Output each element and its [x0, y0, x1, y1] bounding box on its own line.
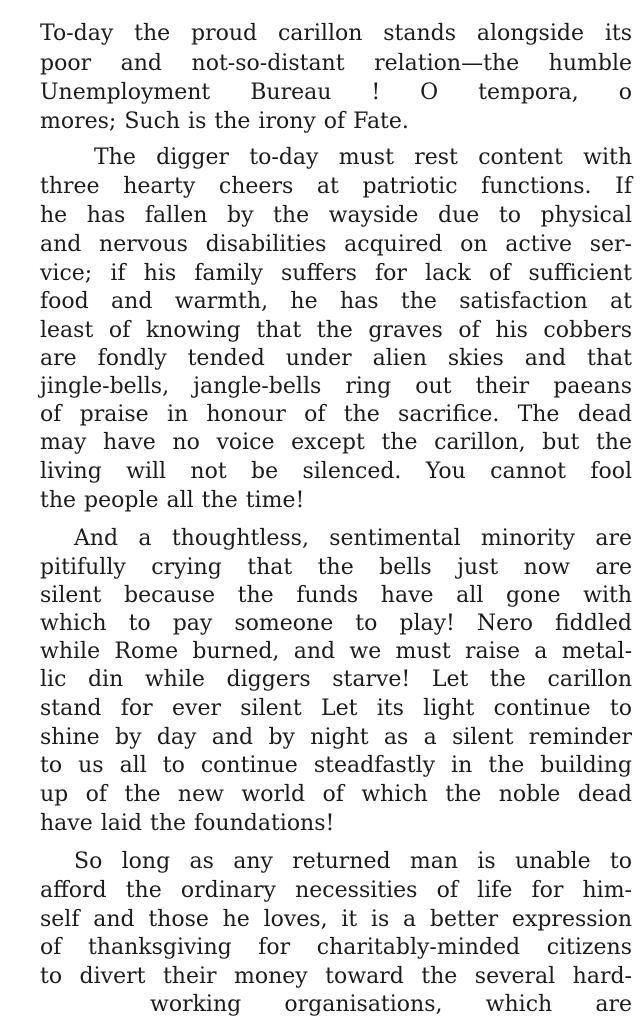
paragraph-2-line-12: living will not be silenced. You cannot fool [40, 459, 632, 484]
paragraph-2-line-8: are fondly tended under alien skies and that [40, 346, 632, 371]
paragraph-4-line-3: self and those he loves, it is a better expression [40, 907, 632, 932]
paragraph-3-line-5: while Rome burned, and we must raise a metal- [40, 639, 632, 664]
paragraph-2-line-1: The digger to-day must rest content with [94, 145, 632, 170]
paragraph-3-line-11: have laid the foundations! [40, 811, 335, 836]
paragraph-3-line-2: pitifully crying that the bells just now are [40, 555, 632, 580]
paragraph-2-line-10: of praise in honour of the sacrifice. The dead [40, 402, 632, 427]
paragraph-2-line-6: food and warmth, he has the satisfaction at [40, 289, 632, 314]
paragraph-3-line-7: stand for ever silent Let its light continue to [40, 696, 632, 721]
paragraph-4-line-1: So long as any returned man is unable to [74, 849, 632, 874]
paragraph-4-line-4: of thanksgiving for charitably-minded citizens [40, 935, 632, 960]
paragraph-1-line-2: poor and not-so-distant relation—the humble [40, 51, 632, 76]
paragraph-2-line-9: jingle-bells, jangle-bells ring out their paeans [40, 374, 632, 399]
paragraph-2-line-4: and nervous disabilities acquired on active ser- [40, 232, 632, 257]
paragraph-2-line-11: may have no voice except the carillon, but the [40, 430, 632, 455]
paragraph-3-line-9: to us all to continue steadfastly in the building [40, 753, 632, 778]
paragraph-4-line-6: working organisations, which are [150, 992, 632, 1017]
paragraph-4-line-5: to divert their money toward the several hard- [40, 964, 632, 989]
paragraph-1-line-1: To-day the proud carillon stands alongside its [40, 21, 632, 46]
paragraph-2-line-5: vice; if his family suffers for lack of sufficient [40, 261, 632, 286]
paragraph-2-line-7: least of knowing that the graves of his cobbers [40, 318, 632, 343]
paragraph-1-line-3: Unemployment Bureau ! O tempora, o [40, 80, 632, 105]
paragraph-3-line-3: silent because the funds have all gone with [40, 583, 632, 608]
paragraph-2-line-13: the people all the time! [40, 488, 305, 513]
paragraph-3-line-8: shine by day and by night as a silent reminder [40, 725, 632, 750]
paragraph-3-line-6: lic din while diggers starve! Let the carillon [40, 667, 632, 692]
paragraph-4-line-2: afford the ordinary necessities of life for him- [40, 878, 632, 903]
paragraph-3-line-1: And a thoughtless, sentimental minority are [74, 526, 632, 551]
paragraph-3-line-4: which to pay someone to play! Nero fiddled [40, 611, 632, 636]
paragraph-3-line-10: up of the new world of which the noble dead [40, 782, 632, 807]
paragraph-2-line-2: three hearty cheers at patriotic functions. If [40, 174, 632, 199]
paragraph-1-line-4: mores; Such is the irony of Fate. [40, 109, 409, 134]
paragraph-2-line-3: he has fallen by the wayside due to physical [40, 203, 632, 228]
